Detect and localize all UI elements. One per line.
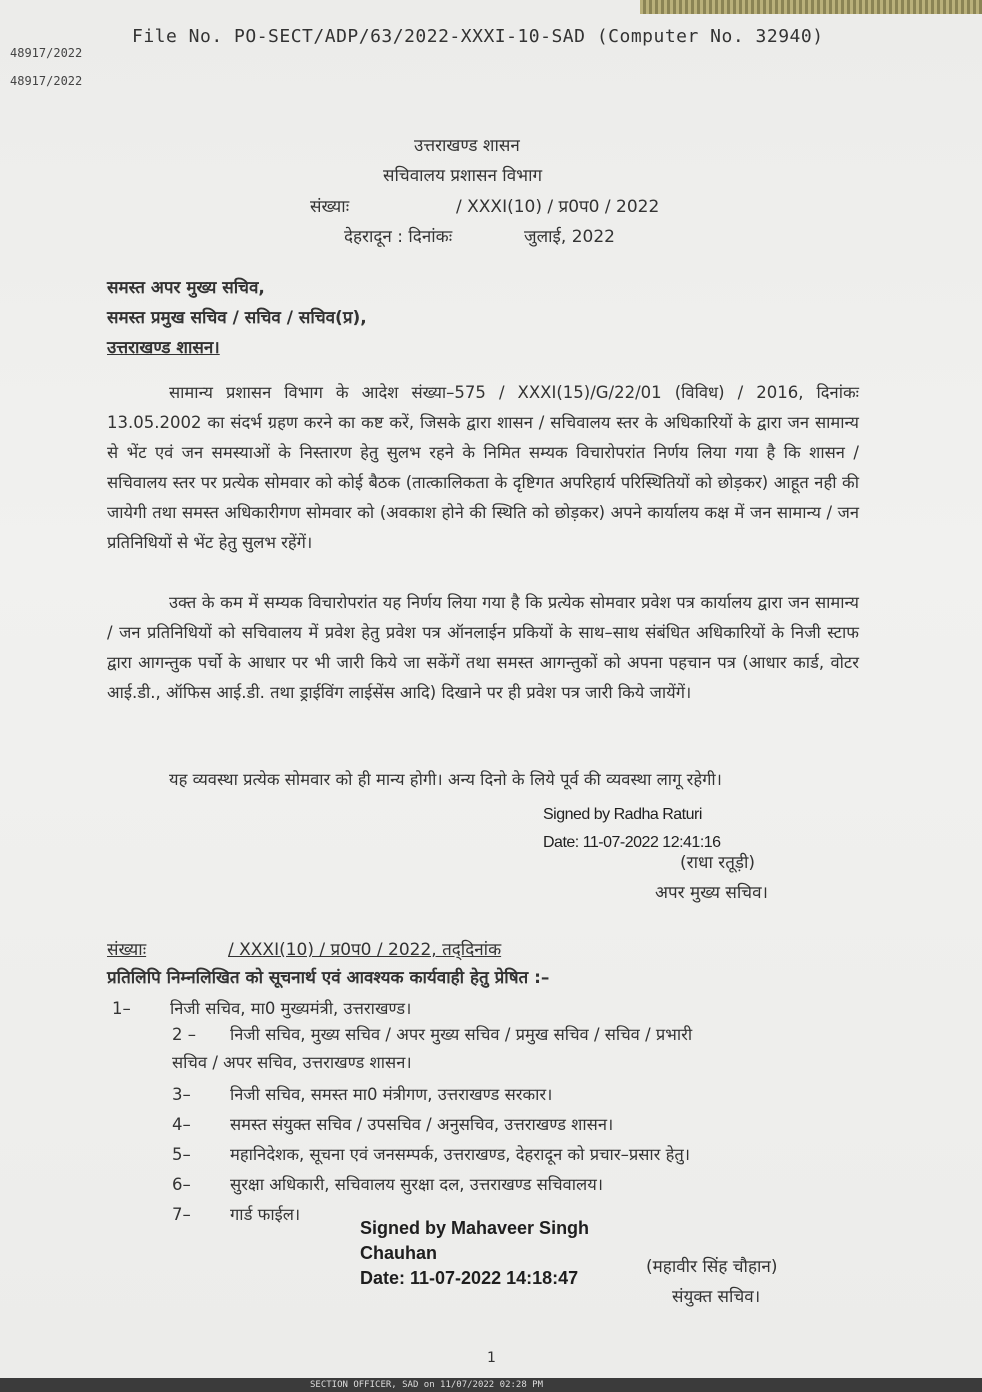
page-number: 1 [487,1350,496,1366]
copy-item-text: महानिदेशक, सूचना एवं जनसम्पर्क, उत्तराखण्ड, देहरादून को प्रचार–प्रसार हेतु। [230,1145,691,1164]
body-paragraph-1-text: सामान्य प्रशासन विभाग के आदेश संख्या–575 / XXXI(15)/G/22/01 (विविध) / 2016, दिनांकः 13.05.2002 का संदर्भ ग्रहण करने का कष्ट करें, जिसके द्वारा शासन / सचिवालय स्तर के अधिकारियों के द्वारा जन सामान्य से भेंट एवं जन समस्याओं के निस्तारण हेतु सुलभ रहने के निमित सम्यक विचारोपरांत निर्णय लिया गया है कि शासन / सचिवालय स्तर पर प्रत्येक सोमवार को कोई बैठक (तात्कालिकता के दृष्टिगत अपरिहार्य परिस्थितियों को छोड़कर) आहूत नही की जायेगी तथा समस्त अधिकारीगण सोमवार को (अवकाश होने की स्थिति को छोड़कर) अपने कार्यालय कक्ष में जन सामान्य / जन प्रतिनिधियों से भेंट हेतु सुलभ रहेंगें। [107,383,859,552]
signature-1-date: Date: 11-07-2022 12:41:16 [543,834,721,851]
govt-heading: उत्तराखण्ड शासन [414,136,520,156]
copy-item-2 [172,1022,692,1045]
body-paragraph-3 [107,765,859,795]
footer-stamp: SECTION OFFICER, SAD on 11/07/2022 02:28 PM [310,1380,543,1390]
signature-2-signed-by-continued: Chauhan [360,1243,438,1263]
copy-item-6 [172,1172,603,1195]
signature-2-name: (महावीर सिंह चौहान) [646,1257,778,1277]
copy-number-value: / XXXI(10) / प्र0प0 / 2022, तद्‌दिनांक [228,940,502,960]
signature-2-designation: संयुक्त सचिव। [672,1287,761,1307]
addressee-line-1: समस्त अपर मुख्य सचिव, [107,278,265,298]
signature-1-signed-by: Signed by Radha Raturi [543,806,702,823]
date-value: जुलाई, 2022 [524,227,615,247]
side-number-2: 48917/2022 [10,74,83,88]
copy-item-3 [172,1082,552,1105]
copy-intro: प्रतिलिपि निम्नलिखित को सूचनार्थ एवं आवश्यक कार्यवाही हेतु प्रेषित :– [107,968,550,988]
copy-item-4 [172,1112,613,1135]
signature-1-designation: अपर मुख्य सचिव। [655,883,768,903]
body-paragraph-1 [107,378,859,558]
addressee-line-3: उत्तराखण्ड शासन। [107,338,220,358]
copy-item-number: 3– [172,1085,191,1104]
copy-item-text: गार्ड फाईल। [230,1205,301,1224]
copy-item-text: सचिव / अपर सचिव, उत्तराखण्ड शासन। [172,1053,412,1072]
copy-item-number: 4– [172,1115,191,1134]
copy-item-number: 2 – [172,1025,196,1044]
copy-item-text: निजी सचिव, समस्त मा0 मंत्रीगण, उत्तराखण्ड सरकार। [230,1085,553,1104]
copy-number-label: संख्याः [107,940,147,960]
copy-item-5 [172,1142,690,1165]
copy-item-number: 7– [172,1205,191,1224]
copy-item-number: 1– [112,999,131,1018]
scan-edge-top [640,0,982,14]
copy-item-number: 6– [172,1175,191,1194]
copy-item-text: समस्त संयुक्त सचिव / उपसचिव / अनुसचिव, उत्तराखण्ड शासन। [230,1115,614,1134]
dept-heading: सचिवालय प्रशासन विभाग [383,166,543,186]
place-date-label: देहरादून : दिनांकः [344,227,453,247]
file-number: File No. PO-SECT/ADP/63/2022-XXXI-10-SAD (Computer No. 32940) [132,26,824,47]
side-number-1: 48917/2022 [10,46,83,60]
number-value: / XXXI(10) / प्र0प0 / 2022 [456,197,660,217]
copy-item-text: निजी सचिव, मुख्य सचिव / अपर मुख्य सचिव / प्रमुख सचिव / सचिव / प्रभारी [230,1025,693,1044]
signature-1-name: (राधा रतूड़ी) [680,853,756,873]
copy-item-text: सुरक्षा अधिकारी, सचिवालय सुरक्षा दल, उत्तराखण्ड सचिवालय। [230,1175,604,1194]
copy-item-1 [112,996,411,1019]
copy-item-text: निजी सचिव, मा0 मुख्यमंत्री, उत्तराखण्ड। [170,999,412,1018]
copy-item-number: 5– [172,1145,191,1164]
body-paragraph-2 [107,588,859,708]
signature-2-date: Date: 11-07-2022 14:18:47 [360,1268,579,1288]
signature-2-signed-by: Signed by Mahaveer Singh [360,1218,590,1238]
copy-item-7 [172,1202,300,1225]
body-paragraph-3-text: यह व्यवस्था प्रत्येक सोमवार को ही मान्य होगी। अन्य दिनो के लिये पूर्व की व्यवस्था लागू रहेगी। [169,770,722,789]
copy-item-2-continued [172,1050,412,1073]
addressee-line-2: समस्त प्रमुख सचिव / सचिव / सचिव(प्र), [107,308,367,328]
number-label: संख्याः [310,197,350,217]
body-paragraph-2-text: उक्त के कम में सम्यक विचारोपरांत यह निर्णय लिया गया है कि प्रत्येक सोमवार प्रवेश पत्र कार्यालय द्वारा जन सामान्य / जन प्रतिनिधियों को सचिवालय में प्रवेश हेतु प्रवेश पत्र ऑनलाईन प्रकियों के साथ–साथ संबंधित अधिकारियों के निजी स्टाफ द्वारा आगन्तुक पर्चो के आधार पर भी जारी किये जा सकेंगें तथा समस्त आगन्तुकों को अपना पहचान पत्र (आधार कार्ड, वोटर आई.डी., ऑफिस आई.डी. तथा ड्राईविंग लाईसेंस आदि) दिखाने पर ही प्रवेश पत्र जारी किये जायेंगें। [107,593,859,702]
